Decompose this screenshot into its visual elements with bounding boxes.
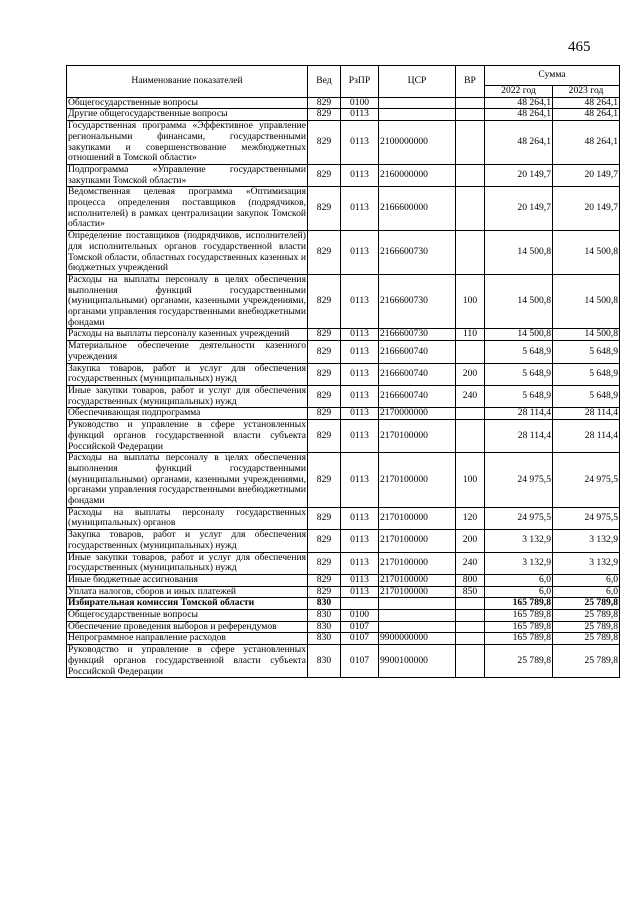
cell-csr: 2100000000 xyxy=(379,121,456,165)
cell-name: Руководство и управление в сфере установленных функций органов государственной власти субъекта Российской Федерации xyxy=(68,419,306,452)
cell-2022: 5 648,9 xyxy=(485,385,553,407)
table-row xyxy=(67,274,620,329)
cell-ved: 829 xyxy=(308,530,341,552)
cell-2023: 25 789,8 xyxy=(553,621,620,633)
cell-name: Расходы на выплаты персоналу в целях обеспечения выполнения функций государственными (муниципальными) органами, казенными учреждениями, органами управления государственными внебюджетными фондами xyxy=(68,273,306,328)
header-vr: ВР xyxy=(456,66,485,98)
cell-ved: 830 xyxy=(308,633,341,645)
cell-name: Общегосударственные вопросы xyxy=(67,610,308,622)
cell-csr xyxy=(379,621,456,633)
cell-csr xyxy=(379,109,456,121)
cell-rzpr: 0100 xyxy=(341,610,379,622)
cell-2023: 14 500,8 xyxy=(553,231,620,275)
cell-2022: 25 789,8 xyxy=(485,645,553,678)
cell-vr: 200 xyxy=(456,530,485,552)
cell-2022: 28 114,4 xyxy=(485,408,553,420)
cell-ved: 829 xyxy=(308,586,341,598)
cell-2022: 24 975,5 xyxy=(485,507,553,529)
cell-2022: 5 648,9 xyxy=(485,341,553,363)
table-row xyxy=(67,408,620,420)
cell-vr xyxy=(456,231,485,275)
cell-ved: 829 xyxy=(308,109,341,121)
cell-csr: 2170100000 xyxy=(379,453,456,508)
cell-2022: 20 149,7 xyxy=(485,164,553,186)
cell-name: Расходы на выплаты персоналу государственных (муниципальных) органов xyxy=(68,506,306,529)
cell-2023: 25 789,8 xyxy=(553,610,620,622)
cell-2023: 48 264,1 xyxy=(553,121,620,165)
cell-vr: 240 xyxy=(456,552,485,574)
cell-2022: 48 264,1 xyxy=(485,121,553,165)
header-name: Наименование показателей xyxy=(67,66,308,98)
table-body xyxy=(67,97,620,678)
cell-rzpr: 0113 xyxy=(341,329,379,341)
cell-vr xyxy=(456,610,485,622)
cell-vr xyxy=(456,645,485,678)
table-row xyxy=(67,552,620,574)
cell-name: Государственная программа «Эффективное управление региональными финансами, государственными закупками и совершенствование межбюджетных отношений в Томской области» xyxy=(68,120,306,164)
table-row xyxy=(67,586,620,598)
cell-2022: 3 132,9 xyxy=(485,552,553,574)
cell-2023: 5 648,9 xyxy=(553,385,620,407)
cell-ved: 829 xyxy=(308,121,341,165)
cell-vr: 800 xyxy=(456,574,485,586)
budget-table xyxy=(66,65,620,678)
cell-csr: 9900100000 xyxy=(379,645,456,678)
cell-ved: 829 xyxy=(308,552,341,574)
table-row xyxy=(67,507,620,529)
cell-rzpr: 0113 xyxy=(341,363,379,385)
cell-2022: 28 114,4 xyxy=(485,420,553,453)
cell-csr: 2170100000 xyxy=(379,586,456,598)
cell-2023: 28 114,4 xyxy=(553,408,620,420)
cell-2023: 3 132,9 xyxy=(553,552,620,574)
cell-csr: 2160000000 xyxy=(379,164,456,186)
table-row xyxy=(67,530,620,552)
cell-name: Расходы на выплаты персоналу казенных учреждений xyxy=(67,329,308,341)
cell-2023: 14 500,8 xyxy=(553,274,620,329)
cell-ved: 830 xyxy=(308,610,341,622)
cell-ved: 829 xyxy=(308,187,341,231)
cell-csr: 2170100000 xyxy=(379,552,456,574)
cell-2023: 14 500,8 xyxy=(553,329,620,341)
cell-csr xyxy=(379,598,456,610)
cell-ved: 829 xyxy=(308,341,341,363)
cell-vr xyxy=(456,187,485,231)
cell-2022: 5 648,9 xyxy=(485,363,553,385)
cell-name: Иные бюджетные ассигнования xyxy=(67,574,308,586)
table-row xyxy=(67,574,620,586)
cell-name: Руководство и управление в сфере установленных функций органов государственной власти субъекта Российской Федерации xyxy=(68,644,306,677)
cell-ved: 829 xyxy=(308,453,341,508)
cell-vr: 850 xyxy=(456,586,485,598)
cell-2023: 24 975,5 xyxy=(553,453,620,508)
cell-vr: 120 xyxy=(456,507,485,529)
cell-rzpr: 0113 xyxy=(341,187,379,231)
cell-ved: 829 xyxy=(308,363,341,385)
cell-name: Обеспечивающая подпрограмма xyxy=(67,408,308,420)
cell-2023: 20 149,7 xyxy=(553,164,620,186)
cell-csr: 2166600730 xyxy=(379,274,456,329)
table-row xyxy=(67,121,620,165)
cell-2023: 5 648,9 xyxy=(553,341,620,363)
cell-2022: 165 789,8 xyxy=(485,621,553,633)
cell-ved: 829 xyxy=(308,574,341,586)
cell-name: Другие общегосударственные вопросы xyxy=(67,109,308,121)
cell-vr xyxy=(456,633,485,645)
cell-2023: 48 264,1 xyxy=(553,109,620,121)
cell-name: Расходы на выплаты персоналу в целях обеспечения выполнения функций государственными (муниципальными) органами, казенными учреждениями, органами управления государственными внебюджетными фондами xyxy=(68,452,306,507)
cell-rzpr: 0113 xyxy=(341,274,379,329)
table-row xyxy=(67,645,620,678)
cell-2023: 25 789,8 xyxy=(553,633,620,645)
table-row xyxy=(67,187,620,231)
cell-2022: 48 264,1 xyxy=(485,109,553,121)
cell-2022: 48 264,1 xyxy=(485,97,553,109)
cell-ved: 829 xyxy=(308,231,341,275)
cell-vr: 100 xyxy=(456,274,485,329)
cell-name: Иные закупки товаров, работ и услуг для обеспечения государственных (муниципальных) нужд xyxy=(68,384,306,407)
cell-name: Иные закупки товаров, работ и услуг для обеспечения государственных (муниципальных) нужд xyxy=(68,551,306,574)
cell-csr: 2170100000 xyxy=(379,574,456,586)
table-row xyxy=(67,610,620,622)
cell-2022: 14 500,8 xyxy=(485,329,553,341)
cell-vr xyxy=(456,164,485,186)
cell-ved: 830 xyxy=(308,621,341,633)
cell-2023: 25 789,8 xyxy=(553,645,620,678)
cell-csr: 9900000000 xyxy=(379,633,456,645)
cell-name: Непрограммное направление расходов xyxy=(67,633,308,645)
cell-2022: 165 789,8 xyxy=(485,633,553,645)
cell-csr: 2166600740 xyxy=(379,363,456,385)
cell-ved: 829 xyxy=(308,420,341,453)
cell-2023: 24 975,5 xyxy=(553,507,620,529)
cell-ved: 829 xyxy=(308,385,341,407)
cell-rzpr: 0107 xyxy=(341,633,379,645)
table-row xyxy=(67,97,620,109)
cell-rzpr: 0113 xyxy=(341,420,379,453)
cell-csr: 2166600730 xyxy=(379,231,456,275)
cell-vr: 200 xyxy=(456,363,485,385)
cell-rzpr: 0113 xyxy=(341,231,379,275)
cell-rzpr: 0113 xyxy=(341,574,379,586)
cell-2022: 165 789,8 xyxy=(485,598,553,610)
header-2023: 2023 год xyxy=(553,86,620,98)
cell-name: Ведомственная целевая программа «Оптимизация процесса определения поставщиков (подрядчиков, исполнителей) в рамках централизации закупок Томской области» xyxy=(68,186,306,230)
cell-ved: 829 xyxy=(308,274,341,329)
cell-ved: 829 xyxy=(308,97,341,109)
table-row xyxy=(67,633,620,645)
cell-rzpr: 0113 xyxy=(341,109,379,121)
cell-rzpr: 0113 xyxy=(341,385,379,407)
cell-2023: 6,0 xyxy=(553,574,620,586)
cell-vr xyxy=(456,420,485,453)
cell-vr xyxy=(456,598,485,610)
cell-csr: 2166600000 xyxy=(379,187,456,231)
cell-rzpr: 0113 xyxy=(341,530,379,552)
cell-ved: 830 xyxy=(308,598,341,610)
header-2022: 2022 год xyxy=(485,86,553,98)
cell-vr xyxy=(456,408,485,420)
table-row xyxy=(67,621,620,633)
cell-rzpr: 0100 xyxy=(341,97,379,109)
cell-2022: 14 500,8 xyxy=(485,274,553,329)
cell-ved: 829 xyxy=(308,164,341,186)
cell-name: Общегосударственные вопросы xyxy=(67,97,308,109)
cell-2022: 3 132,9 xyxy=(485,530,553,552)
cell-ved: 829 xyxy=(308,329,341,341)
cell-csr: 2170100000 xyxy=(379,507,456,529)
cell-rzpr: 0113 xyxy=(341,121,379,165)
cell-2022: 6,0 xyxy=(485,586,553,598)
cell-csr: 2166600730 xyxy=(379,329,456,341)
cell-vr xyxy=(456,341,485,363)
cell-2023: 5 648,9 xyxy=(553,363,620,385)
cell-rzpr: 0107 xyxy=(341,645,379,678)
header-ved: Вед xyxy=(308,66,341,98)
cell-csr: 2170100000 xyxy=(379,420,456,453)
cell-rzpr xyxy=(341,598,379,610)
cell-2023: 3 132,9 xyxy=(553,530,620,552)
cell-vr: 240 xyxy=(456,385,485,407)
cell-vr xyxy=(456,109,485,121)
cell-vr: 100 xyxy=(456,453,485,508)
cell-csr: 2170000000 xyxy=(379,408,456,420)
cell-csr xyxy=(379,97,456,109)
cell-rzpr: 0113 xyxy=(341,507,379,529)
cell-2023: 28 114,4 xyxy=(553,420,620,453)
cell-name: Подпрограмма «Управление государственными закупками Томской области» xyxy=(68,163,306,186)
table-row xyxy=(67,385,620,407)
cell-rzpr: 0113 xyxy=(341,453,379,508)
cell-2023: 48 264,1 xyxy=(553,97,620,109)
cell-name: Материальное обеспечение деятельности казенного учреждения xyxy=(68,340,306,362)
cell-rzpr: 0113 xyxy=(341,164,379,186)
cell-ved: 830 xyxy=(308,645,341,678)
cell-name: Избирательная комиссия Томской области xyxy=(67,598,308,610)
cell-2022: 20 149,7 xyxy=(485,187,553,231)
table-row xyxy=(67,363,620,385)
cell-2023: 6,0 xyxy=(553,586,620,598)
cell-rzpr: 0113 xyxy=(341,341,379,363)
cell-csr: 2166600740 xyxy=(379,341,456,363)
header-csr: ЦСР xyxy=(379,66,456,98)
cell-name: Обеспечение проведения выборов и референдумов xyxy=(67,621,308,633)
cell-rzpr: 0113 xyxy=(341,408,379,420)
cell-rzpr: 0113 xyxy=(341,586,379,598)
cell-2022: 6,0 xyxy=(485,574,553,586)
table-row xyxy=(67,231,620,275)
cell-csr xyxy=(379,610,456,622)
table-row xyxy=(67,164,620,186)
table-row xyxy=(67,109,620,121)
cell-vr: 110 xyxy=(456,329,485,341)
cell-name: Определение поставщиков (подрядчиков, исполнителей) для исполнительных органов государственной власти Томской области, областных государственных казенных и бюджетных учреждений xyxy=(68,230,306,274)
cell-2022: 24 975,5 xyxy=(485,453,553,508)
cell-2023: 20 149,7 xyxy=(553,187,620,231)
table-row xyxy=(67,341,620,363)
cell-ved: 829 xyxy=(308,507,341,529)
cell-2023: 25 789,8 xyxy=(553,598,620,610)
cell-ved: 829 xyxy=(308,408,341,420)
header-rzpr: РзПР xyxy=(341,66,379,98)
header-sum: Сумма xyxy=(485,66,620,86)
page-number: 465 xyxy=(568,39,591,55)
table-row xyxy=(67,420,620,453)
cell-rzpr: 0107 xyxy=(341,621,379,633)
table-row xyxy=(67,598,620,610)
cell-vr xyxy=(456,121,485,165)
table-row xyxy=(67,453,620,508)
cell-2022: 14 500,8 xyxy=(485,231,553,275)
cell-rzpr: 0113 xyxy=(341,552,379,574)
cell-name: Закупка товаров, работ и услуг для обеспечения государственных (муниципальных) нужд xyxy=(68,529,306,551)
cell-vr xyxy=(456,621,485,633)
cell-vr xyxy=(456,97,485,109)
cell-2022: 165 789,8 xyxy=(485,610,553,622)
cell-name: Закупка товаров, работ и услуг для обеспечения государственных (муниципальных) нужд xyxy=(68,362,306,385)
cell-csr: 2166600740 xyxy=(379,385,456,407)
table-row xyxy=(67,329,620,341)
cell-csr: 2170100000 xyxy=(379,530,456,552)
cell-name: Уплата налогов, сборов и иных платежей xyxy=(67,586,308,598)
